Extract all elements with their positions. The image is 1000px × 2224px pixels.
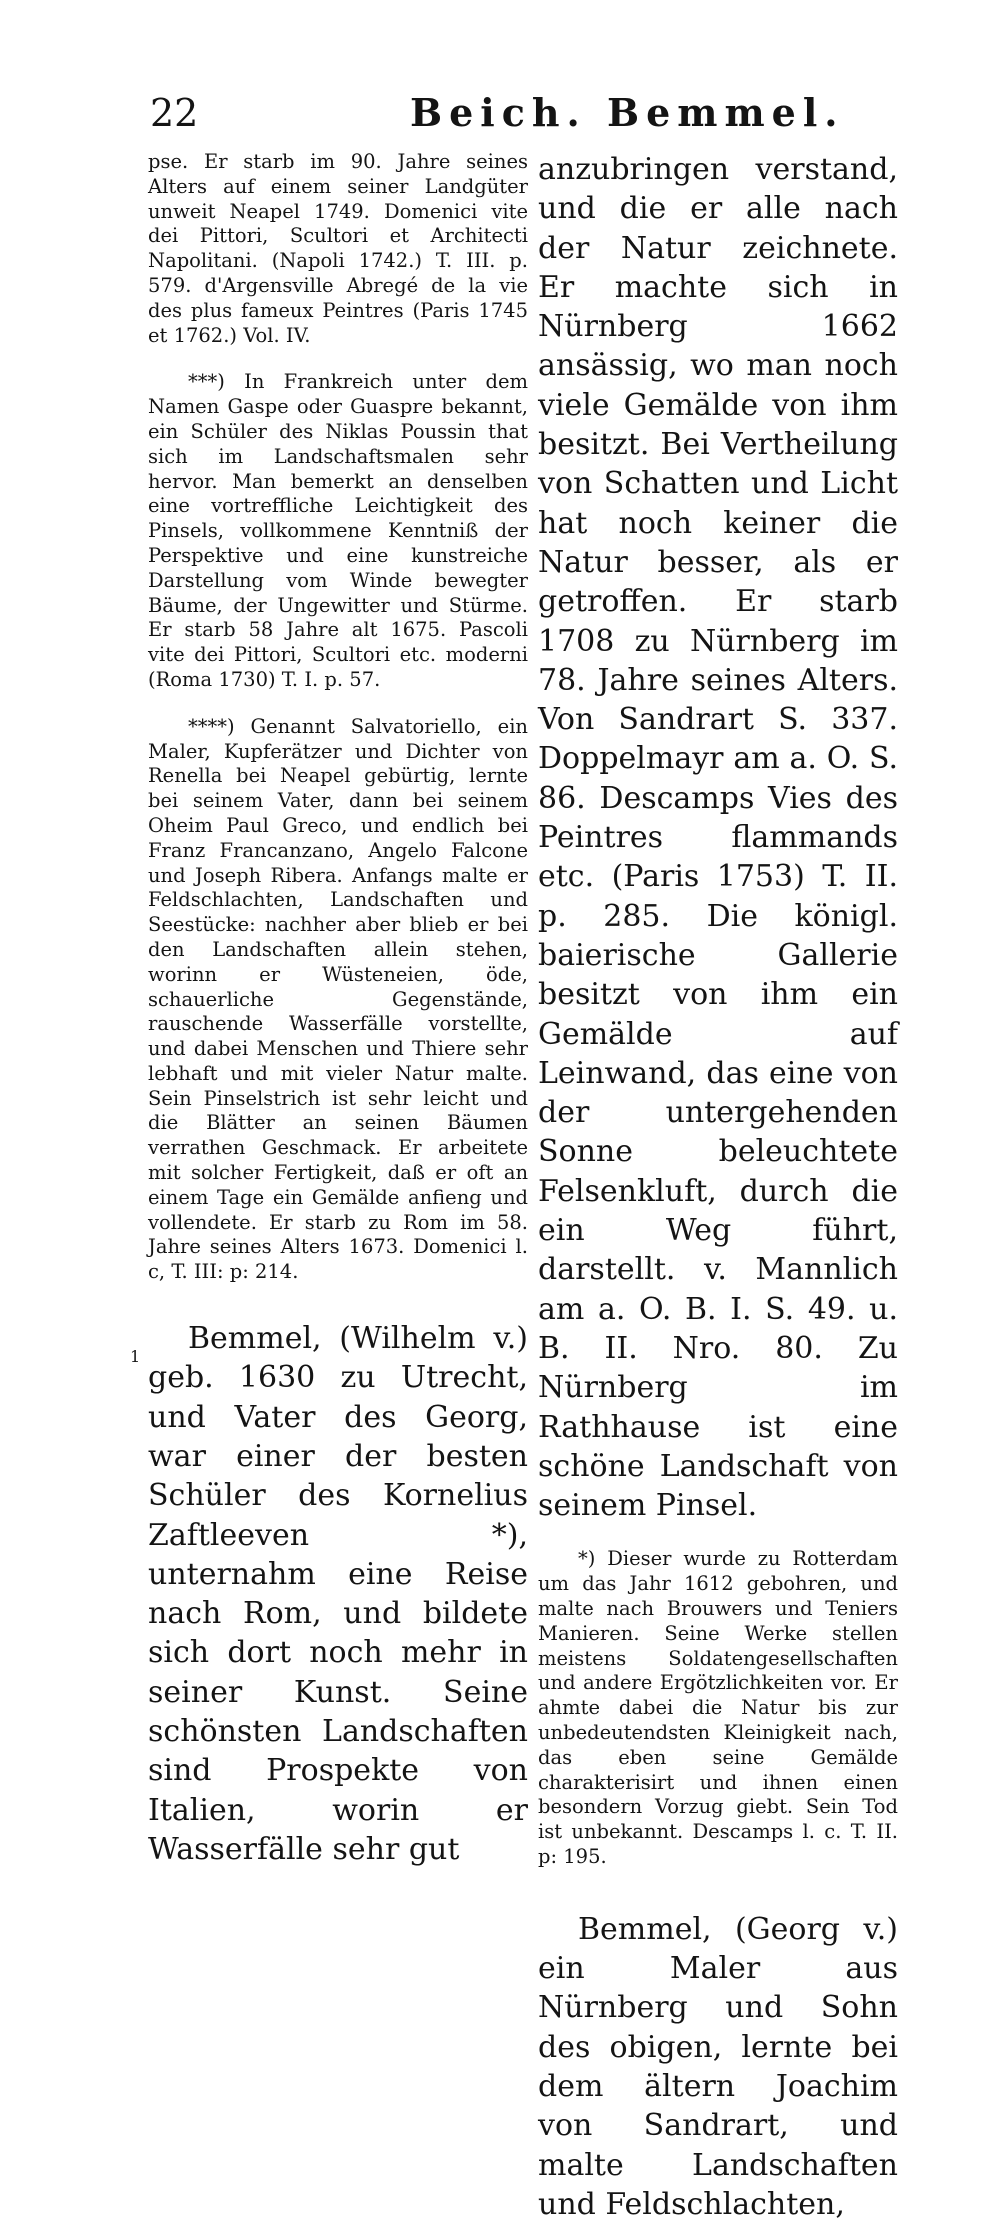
page-number: 22 [150,91,199,135]
footnote-quadruple-asterisk: ****) Genannt Salvatoriello, ein Maler, Kupferätzer und Dichter von Renella bei Neapel gebürtig, lernte bei seinem Vater, dann bei seinem Oheim Paul Greco, und endlich bei Franz Francanzano, Angelo Falcone und Joseph Ribera. Anfangs malte er Feldschlachten, Landschaften und Seestücke: nachher aber blieb er bei den Landschaften allein stehen, worinn er Wüsteneien, öde, schauerliche Gegenstände, rauschende Wasserfälle vorstellte, und dabei Menschen und Thiere sehr lebhaft und mit vieler Natur malte. Sein Pinselstrich ist sehr leicht und die Blätter an seinen Bäumen verrathen Geschmack. Er arbeitete mit solcher Fertigkeit, daß er oft an einem Tage ein Gemälde anfieng und vollendete. Er starb zu Rom im 58. Jahre seines Alters 1673. Domenici l. c, T. III: p: 214. [148,714,528,1284]
entry-continuation: anzubringen verstand, und die er alle nach der Natur zeichnete. Er machte sich in Nürnberg 1662 ansässig, wo man noch viele Gemälde von ihm besitzt. Bei Vertheilung von Schatten und Licht hat noch keiner die Natur besser, als er getroffen. Er starb 1708 zu Nürnberg im 78. Jahre seines Alters. Von Sandrart S. 337. Doppelmayr am a. O. S. 86. Descamps Vies des Peintres flammands etc. (Paris 1753) T. II. p. 285. Die königl. baierische Gallerie besitzt von ihm ein Gemälde auf Leinwand, das eine von der untergehenden Sonne beleuchtete Felsenkluft, durch die ein Weg führt, darstellt. v. Mannlich am a. O. B. I. S. 49. u. B. II. Nro. 80. Zu Nürnberg im Rathhause ist eine schöne Landschaft von seinem Pinsel. [538,152,898,1524]
left-column [148,150,528,1869]
footnote-continuation: pse. Er starb im 90. Jahre seines Alters auf einem seiner Landgüter unweit Neapel 1749. Domenici vite dei Pittori, Scultori et Architecti Napolitani. (Napoli 1742.) T. III. p. 579. d'Argensville Abregé de la vie des plus fameux Peintres (Paris 1745 et 1762.) Vol. IV. [148,150,528,347]
footnote-asterisk: *) Dieser wurde zu Rotterdam um das Jahr 1612 gebohren, und malte nach Brouwers und Teniers Manieren. Seine Werke stellen meistens Soldatengesellschaften und andere Ergötzlichkeiten vor. Er ahmte dabei die Natur bis zur unbedeutendsten Kleinigkeit nach, das eben seine Gemälde charakterisirt und ihnen einen besondern Vorzug giebt. Sein Tod ist unbekannt. Descamps l. c. T. II. p: 195. [538,1547,898,1868]
footnote-triple-asterisk: ***) In Frankreich unter dem Namen Gaspe oder Guaspre bekannt, ein Schüler des Niklas Poussin that sich im Landschaftsmalen sehr hervor. Man bemerkt an denselben eine vortreffliche Leichtigkeit des Pinsels, vollkommene Kenntniß der Perspektive und eine kunstreiche Darstellung vom Winde bewegter Bäume, der Ungewitter und Stürme. Er starb 58 Jahre alt 1675. Pascoli vite dei Pittori, Scultori etc. moderni (Roma 1730) T. I. p. 57. [148,370,528,691]
marginal-mark: 1 [130,1347,141,1366]
entry-bemmel-georg: Bemmel, (Georg v.) ein Maler aus Nürnberg und Sohn des obigen, lernte bei dem ältern Joachim von Sandrart, und malte Landschaften und Feldschlachten, [538,1911,898,2222]
entry-bemmel-wilhelm: Bemmel, (Wilhelm v.) geb. 1630 zu Utrecht, und Vater des Georg, war einer der besten Schüler des Kornelius Zaftleeven *), unternahm eine Reise nach Rom, und bildete sich dort noch mehr in seiner Kunst. Seine schönsten Landschaften sind Prospekte von Italien, worin er Wasserfälle sehr gut [148,1321,528,1867]
right-column [538,150,898,2224]
running-head: Beich. Bemmel. [410,90,845,135]
page-header [0,88,1000,138]
